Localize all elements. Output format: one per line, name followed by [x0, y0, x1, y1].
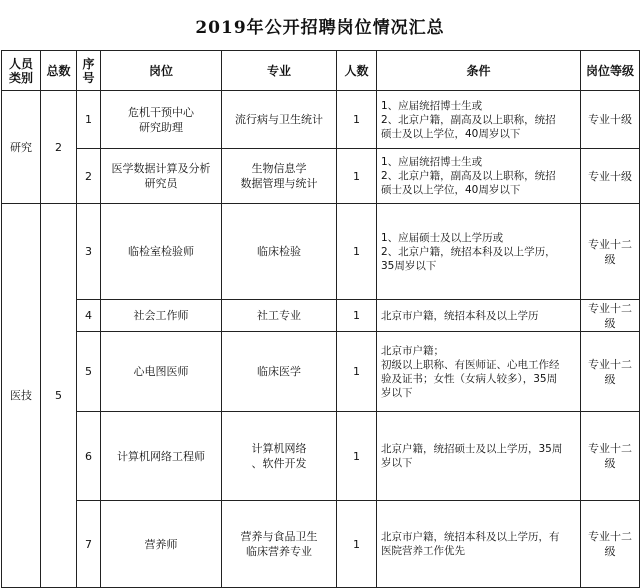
level-cell: 专业十二级 — [581, 332, 640, 412]
header-count: 人数 — [337, 51, 377, 91]
table-row — [2, 332, 640, 412]
no-cell: 2 — [77, 149, 101, 204]
major-cell: 临床医学 — [222, 332, 337, 412]
major-cell: 生物信息学 数据管理与统计 — [222, 149, 337, 204]
recruitment-table — [1, 50, 640, 588]
position-cell: 营养师 — [101, 501, 222, 588]
total-cell: 2 — [41, 91, 77, 204]
major-cell: 营养与食品卫生 临床营养专业 — [222, 501, 337, 588]
count-cell: 1 — [337, 300, 377, 332]
table-row — [2, 204, 640, 300]
position-cell: 心电图医师 — [101, 332, 222, 412]
header-level: 岗位等级 — [581, 51, 640, 91]
count-cell: 1 — [337, 412, 377, 501]
position-cell: 社会工作师 — [101, 300, 222, 332]
conditions-cell: 北京市户籍； 初级以上职称、有医师证、心电工作经 验及证书；女性（女病人较多），35周 岁以下 — [377, 332, 581, 412]
level-cell: 专业十级 — [581, 91, 640, 149]
count-cell: 1 — [337, 501, 377, 588]
header-category: 人员类别 — [2, 51, 41, 91]
count-cell: 1 — [337, 204, 377, 300]
conditions-cell: 1、应届统招博士生或 2、北京户籍，副高及以上职称，统招 硕士及以上学位，40周岁以下 — [377, 149, 581, 204]
table-row — [2, 412, 640, 501]
header-conditions: 条件 — [377, 51, 581, 91]
total-cell: 5 — [41, 204, 77, 588]
level-cell: 专业十二级 — [581, 501, 640, 588]
conditions-cell: 北京市户籍，统招本科及以上学历 — [377, 300, 581, 332]
header-position: 岗位 — [101, 51, 222, 91]
no-cell: 4 — [77, 300, 101, 332]
no-cell: 3 — [77, 204, 101, 300]
position-cell: 计算机网络工程师 — [101, 412, 222, 501]
count-cell: 1 — [337, 332, 377, 412]
count-cell: 1 — [337, 91, 377, 149]
table-row — [2, 300, 640, 332]
header-major: 专业 — [222, 51, 337, 91]
no-cell: 5 — [77, 332, 101, 412]
table-row — [2, 501, 640, 588]
header-no: 序号 — [77, 51, 101, 91]
table-row — [2, 149, 640, 204]
position-cell: 医学数据计算及分析 研究员 — [101, 149, 222, 204]
level-cell: 专业十二级 — [581, 300, 640, 332]
header-row — [2, 51, 640, 91]
major-cell: 计算机网络 、软件开发 — [222, 412, 337, 501]
level-cell: 专业十二级 — [581, 204, 640, 300]
count-cell: 1 — [337, 149, 377, 204]
category-cell: 研究 — [2, 91, 41, 204]
position-cell: 临检室检验师 — [101, 204, 222, 300]
conditions-cell: 1、应届统招博士生或 2、北京户籍，副高及以上职称，统招 硕士及以上学位，40周岁以下 — [377, 91, 581, 149]
level-cell: 专业十级 — [581, 149, 640, 204]
conditions-cell: 1、应届硕士及以上学历或 2、北京户籍，统招本科及以上学历， 35周岁以下 — [377, 204, 581, 300]
major-cell: 流行病与卫生统计 — [222, 91, 337, 149]
position-cell: 危机干预中心 研究助理 — [101, 91, 222, 149]
major-cell: 临床检验 — [222, 204, 337, 300]
header-total: 总数 — [41, 51, 77, 91]
no-cell: 6 — [77, 412, 101, 501]
level-cell: 专业十二级 — [581, 412, 640, 501]
major-cell: 社工专业 — [222, 300, 337, 332]
no-cell: 7 — [77, 501, 101, 588]
conditions-cell: 北京户籍，统招硕士及以上学历，35周 岁以下 — [377, 412, 581, 501]
page-title: 2019年公开招聘岗位情况汇总 — [195, 17, 445, 38]
conditions-cell: 北京市户籍，统招本科及以上学历，有 医院营养工作优先 — [377, 501, 581, 588]
no-cell: 1 — [77, 91, 101, 149]
table-row — [2, 91, 640, 149]
category-cell: 医技 — [2, 204, 41, 588]
